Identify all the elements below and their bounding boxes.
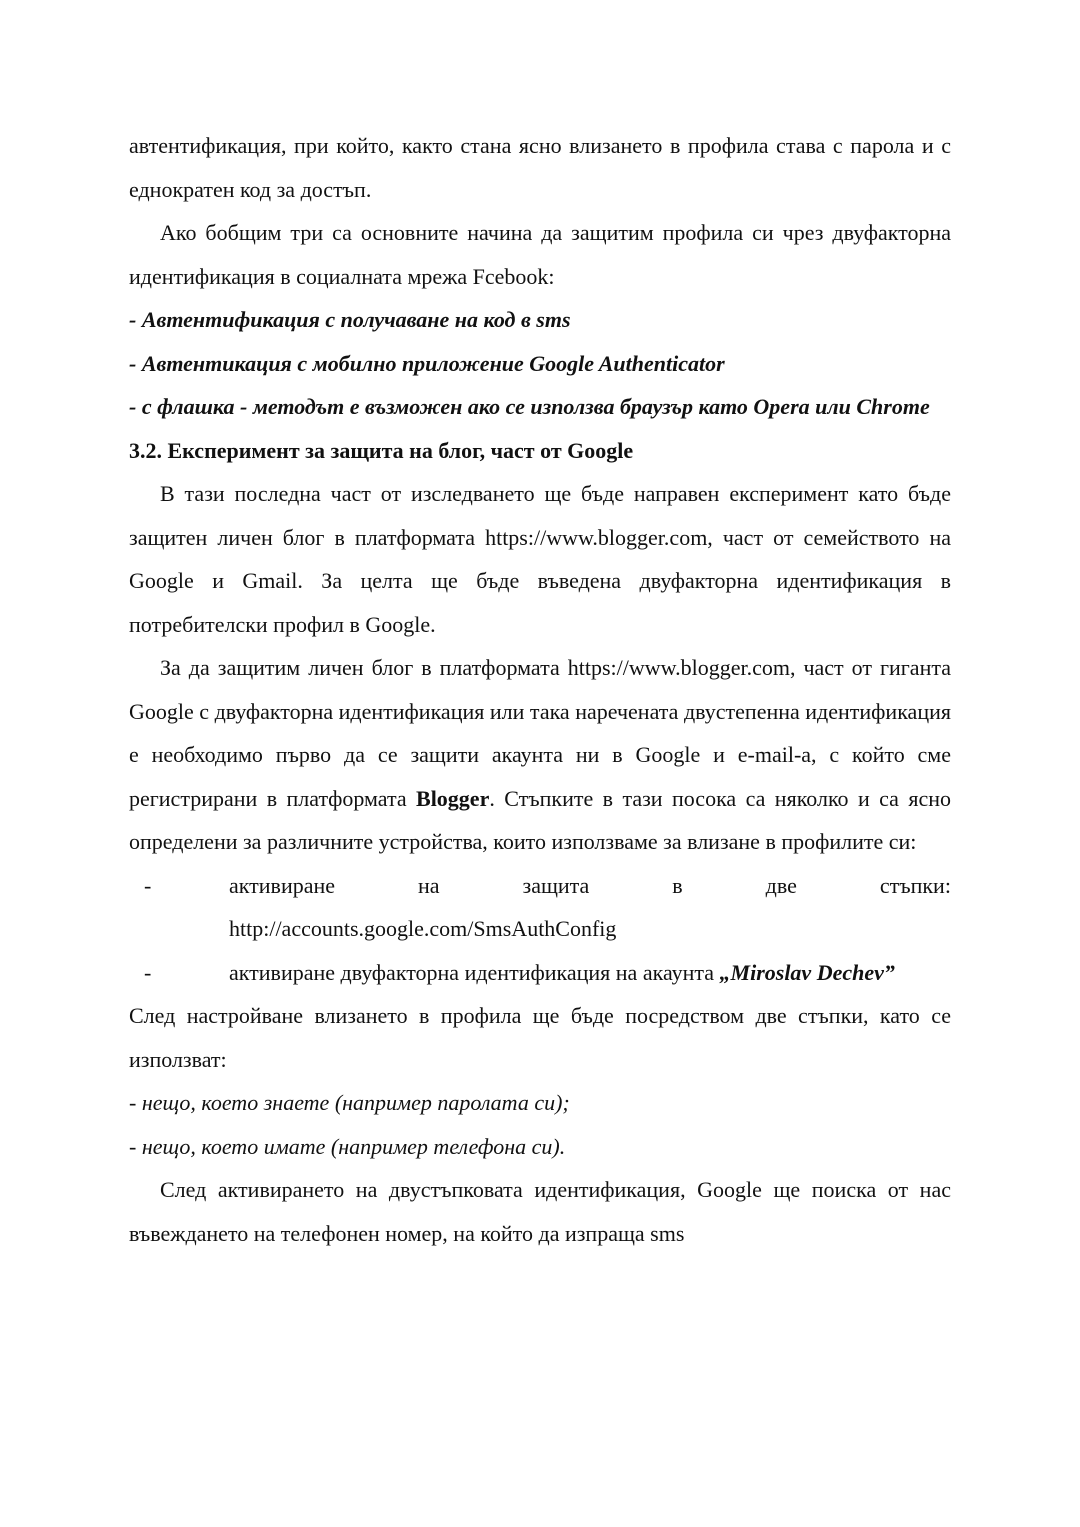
paragraph-protect-blog [129, 646, 951, 864]
sms-auth-config-url: http://accounts.google.com/SmsAuthConfig [229, 916, 617, 941]
list-word: в [672, 872, 683, 898]
section-heading: 3.2. Експеримент за защита на блог, част от Google [129, 437, 634, 463]
factor-possession: - нещо, което имате (например телефона си). [129, 1133, 566, 1159]
list-item-activation: активиране двуфакторна идентификация на акаунта [229, 959, 720, 985]
list-item-first-line [229, 864, 951, 908]
list-word: стъпки: [879, 872, 951, 898]
list-dash: - [144, 872, 152, 898]
method-flash: - с флашка - методът е възможен ако се използва браузър като Opera или Chrome [129, 394, 930, 419]
factor-knowledge: - нещо, което знаете (например паролата си); [129, 1090, 570, 1115]
paragraph-protect-blog-text: За да защитим личен блог в платформата https://www.blogger.com, част от гиганта Google с двуфакторна идентификация или така наречената двустепенна идентификация е необходимо първо да се защити акаунта ни в Google и e-mail-а, с който сме регистрирани в платформата [129, 655, 951, 811]
list-item [129, 951, 951, 995]
list-word: активиране [229, 872, 336, 898]
paragraph-summary: Ако бобщим три са основните начина да защитим профила си чрез двуфакторна идентификация в социалната мрежа Fcebook: [129, 220, 951, 289]
paragraph-phone-number: След активирането на двустъпковата идентификация, Google ще поиска от нас въвеждането на телефонен номер, на който да изпраща sms [129, 1177, 951, 1246]
paragraph-two-steps: След настройване влизането в профила ще бъде посредством две стъпки, като се използват: [129, 1003, 951, 1072]
list-dash: - [144, 959, 152, 985]
page-content [129, 124, 951, 1255]
paragraph-protect-blog-text-end: . Стъпките в тази посока са няколко и са ясно определени за различните устройства, които използваме за влизане в профилите си: [129, 785, 951, 854]
list-item [129, 864, 951, 951]
blogger-name: Blogger [416, 785, 490, 811]
paragraph-continuation: автентификация, при който, както стана ясно влизането в профила става с парола и с еднократен код за достъп. [129, 133, 951, 202]
list-word: защита [522, 872, 590, 898]
list-word: две [765, 872, 797, 898]
list-item-text [229, 951, 951, 995]
paragraph-experiment: В тази последна част от изследването ще бъде направен експеримент като бъде защитен личен блог в платформата https://www.blogger.com, част от семейството на Google и Gmail. За целта ще бъде въведена двуфакторна идентификация в потребителски профил в Google. [129, 481, 951, 637]
method-sms: - Автентификация с получаване на код в sms [129, 307, 571, 332]
list-word: на [417, 872, 440, 898]
account-name: „Miroslav Dechev” [719, 959, 895, 985]
method-authenticator: - Автентикация с мобилно приложение Google Authenticator [129, 350, 725, 376]
